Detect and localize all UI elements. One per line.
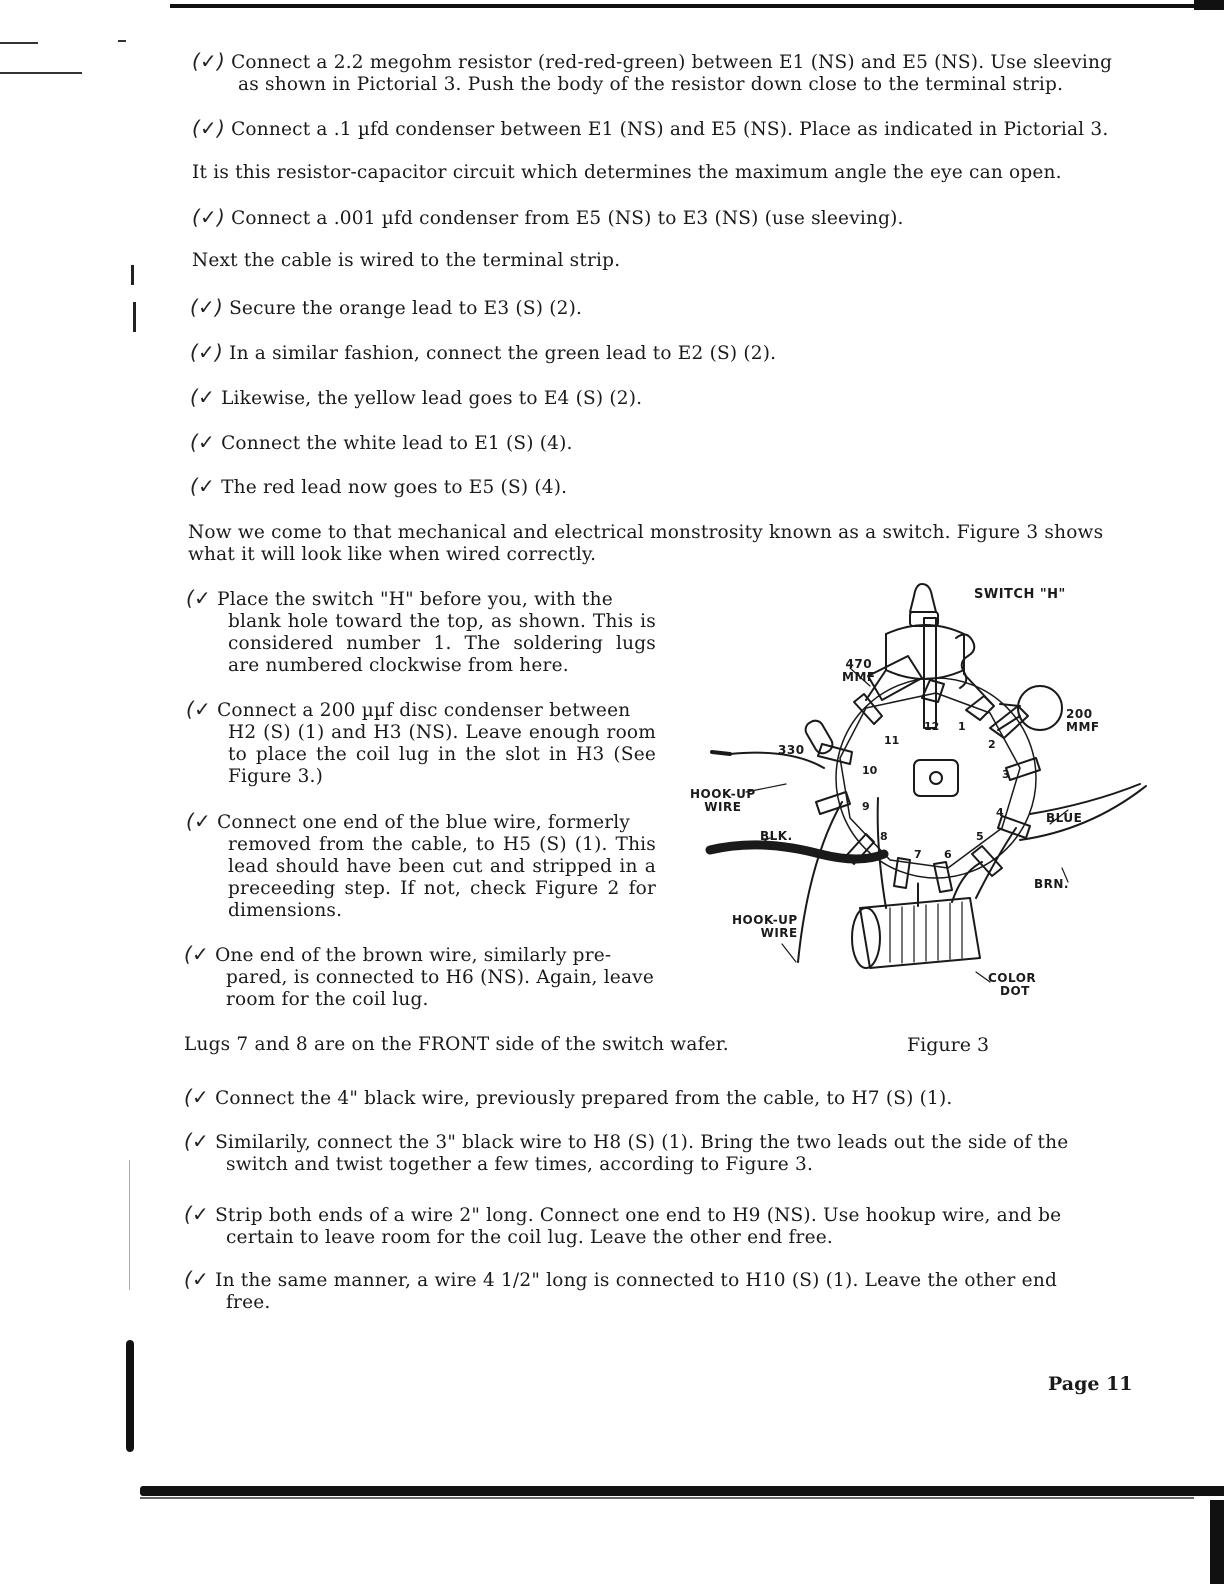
switch-shaft bbox=[924, 618, 936, 728]
step-text: Connect the 4" black wire, previously prepared from the cable, to H7 (S) (1). bbox=[215, 1088, 953, 1109]
checkmark-icon: (✓) bbox=[192, 205, 225, 229]
step-text: pared, is connected to H6 (NS). Again, leave room for the coil lug. bbox=[226, 967, 654, 1010]
note-cable: Next the cable is wired to the terminal strip. bbox=[192, 250, 621, 271]
step-place-switch bbox=[186, 587, 656, 677]
lug-number: 5 bbox=[976, 830, 984, 843]
step-green-lead bbox=[190, 341, 1140, 365]
step-black-wire-3in bbox=[184, 1130, 1134, 1176]
step-wire-2in bbox=[184, 1203, 1134, 1249]
arrow-hookup-2 bbox=[782, 944, 796, 962]
switch-knob-tip bbox=[910, 584, 936, 612]
lug-number: 12 bbox=[924, 720, 940, 733]
step-text: as shown in Pictorial 3. Push the body of the resistor down close to the terminal strip. bbox=[238, 74, 1064, 95]
scan-left-mark bbox=[131, 265, 134, 285]
scan-top-edge bbox=[170, 4, 1216, 8]
step-condenser-1 bbox=[192, 117, 1142, 141]
step-text: removed from the cable, to H5 (S) (1). This lead should have been cut and stripped in a preceeding step. If not, check Figure 2 for dimensions. bbox=[228, 834, 656, 921]
condenser-200 bbox=[1018, 686, 1062, 730]
checkmark-icon: (✓) bbox=[190, 340, 223, 364]
label-200-mmf: 200 MMF bbox=[1066, 707, 1100, 734]
page-number: Page 11 bbox=[1048, 1373, 1133, 1395]
checkmark-icon: (✓ bbox=[184, 1267, 209, 1291]
step-text: Connect a .001 µfd condenser from E5 (NS) to E3 (NS) (use sleeving). bbox=[231, 208, 904, 229]
step-text: One end of the brown wire, similarly pre- bbox=[215, 945, 612, 966]
scan-left-mark bbox=[126, 1340, 134, 1452]
checkmark-icon: (✓ bbox=[186, 586, 211, 610]
scan-top-corner bbox=[1194, 0, 1224, 10]
figure-switch-wiring bbox=[690, 578, 1150, 1018]
blue-wire bbox=[1030, 784, 1140, 814]
lug-number: 7 bbox=[914, 848, 922, 861]
lug-number: 8 bbox=[880, 830, 888, 843]
scan-left-mark bbox=[129, 1160, 130, 1290]
step-text: blank hole toward the top, as shown. This is considered number 1. The soldering lugs are numbered clockwise from here. bbox=[228, 611, 656, 676]
step-text: In the same manner, a wire 4 1/2" long is connected to H10 (S) (1). Leave the other end bbox=[215, 1270, 1057, 1291]
checkmark-icon: (✓ bbox=[186, 809, 211, 833]
step-text: The red lead now goes to E5 (S) (4). bbox=[221, 477, 568, 498]
lug-12 bbox=[922, 680, 944, 702]
lug-5 bbox=[972, 846, 1002, 876]
switch-illustration bbox=[690, 578, 1150, 1018]
checkmark-icon: (✓ bbox=[184, 942, 209, 966]
step-text: Connect a 200 µµf disc condenser between bbox=[217, 700, 631, 721]
label-switch-h: SWITCH "H" bbox=[974, 587, 1066, 602]
scan-left-mark bbox=[133, 302, 136, 332]
step-text: Similarily, connect the 3" black wire to H8 (S) (1). Bring the two leads out the side of the bbox=[215, 1132, 1069, 1153]
hookup-wire-2 bbox=[798, 802, 842, 962]
step-blue-wire bbox=[186, 810, 656, 922]
checkmark-icon: (✓) bbox=[192, 116, 225, 140]
note-switch-intro: Now we come to that mechanical and electrical monstrosity known as a switch. Figure 3 shows what it will look like when wired correctly. bbox=[188, 522, 1104, 565]
lug-number: 9 bbox=[862, 800, 870, 813]
step-text: Connect one end of the blue wire, formerly bbox=[217, 812, 631, 833]
checkmark-icon: (✓) bbox=[190, 295, 223, 319]
step-text: Likewise, the yellow lead goes to E4 (S) (2). bbox=[221, 388, 643, 409]
checkmark-icon: (✓ bbox=[184, 1085, 209, 1109]
wafer-hole bbox=[930, 772, 942, 784]
lug-number: 1 bbox=[958, 720, 966, 733]
label-hookup-wire-1: HOOK-UP WIRE bbox=[690, 787, 756, 814]
coil-windings bbox=[890, 902, 962, 963]
lug-number: 3 bbox=[1002, 768, 1010, 781]
lug-11 bbox=[854, 694, 882, 724]
label-color-dot: COLOR DOT bbox=[988, 971, 1037, 998]
label-blk: BLK. bbox=[760, 829, 793, 843]
scan-left-mark bbox=[0, 72, 82, 74]
label-blue: BLUE bbox=[1046, 811, 1083, 825]
hookup-wire-1 bbox=[730, 753, 824, 768]
step-red-lead bbox=[190, 475, 1140, 499]
step-condenser-2 bbox=[192, 206, 1142, 230]
checkmark-icon: (✓ bbox=[190, 474, 215, 498]
checkmark-icon: (✓ bbox=[184, 1129, 209, 1153]
checkmark-icon: (✓ bbox=[190, 385, 215, 409]
wafer-center bbox=[914, 760, 958, 796]
step-orange-lead bbox=[190, 296, 1140, 320]
scan-left-mark bbox=[118, 40, 126, 42]
step-black-wire-4in bbox=[184, 1086, 1134, 1110]
lug-9 bbox=[816, 792, 850, 814]
lug-number: 11 bbox=[884, 734, 900, 747]
label-brn: BRN. bbox=[1034, 877, 1069, 891]
lug-number: 4 bbox=[996, 806, 1004, 819]
checkmark-icon: (✓ bbox=[186, 697, 211, 721]
step-text: Secure the orange lead to E3 (S) (2). bbox=[229, 298, 583, 319]
figure-caption: Figure 3 bbox=[907, 1034, 990, 1056]
step-brown-wire bbox=[184, 943, 654, 1011]
label-330: 330 bbox=[778, 743, 805, 757]
step-wire-4-5in bbox=[184, 1268, 1134, 1314]
label-470-mmf: 470 MMF bbox=[842, 657, 876, 684]
checkmark-icon: (✓) bbox=[192, 49, 225, 73]
scan-bottom-line bbox=[140, 1497, 1194, 1499]
step-text: In a similar fashion, connect the green lead to E2 (S) (2). bbox=[229, 343, 777, 364]
step-yellow-lead bbox=[190, 386, 1140, 410]
step-text: Connect the white lead to E1 (S) (4). bbox=[221, 433, 573, 454]
lug-number: 10 bbox=[862, 764, 878, 777]
scan-left-mark bbox=[0, 42, 38, 44]
step-white-lead bbox=[190, 431, 1140, 455]
step-resistor bbox=[192, 50, 1142, 96]
step-text: H2 (S) (1) and H3 (NS). Leave enough room to place the coil lug in the slot in H3 (See Figure 3.) bbox=[228, 722, 656, 787]
note-rc-circuit: It is this resistor-capacitor circuit which determines the maximum angle the eye can open. bbox=[192, 162, 1062, 183]
step-text: Place the switch "H" before you, with the bbox=[217, 589, 613, 610]
step-text: free. bbox=[226, 1292, 271, 1313]
lug-number: 2 bbox=[988, 738, 996, 751]
step-disc-condenser bbox=[186, 698, 656, 788]
step-text: Connect a 2.2 megohm resistor (red-red-green) between E1 (NS) and E5 (NS). Use sleeving bbox=[231, 52, 1113, 73]
note-front-lugs: Lugs 7 and 8 are on the FRONT side of the switch wafer. bbox=[184, 1034, 729, 1055]
scan-right-strip bbox=[1210, 1500, 1224, 1584]
lug-number: 6 bbox=[944, 848, 952, 861]
label-hookup-wire-2: HOOK-UP WIRE bbox=[732, 913, 798, 940]
hookup-wire-1-end bbox=[712, 752, 730, 754]
scan-bottom-edge bbox=[140, 1486, 1224, 1496]
checkmark-icon: (✓ bbox=[190, 430, 215, 454]
checkmark-icon: (✓ bbox=[184, 1202, 209, 1226]
lug-1 bbox=[966, 696, 994, 720]
step-text: Connect a .1 µfd condenser between E1 (NS) and E5 (NS). Place as indicated in Pictorial 3. bbox=[231, 119, 1109, 140]
step-text: switch and twist together a few times, according to Figure 3. bbox=[226, 1154, 814, 1175]
step-text: Strip both ends of a wire 2" long. Connect one end to H9 (NS). Use hookup wire, and be bbox=[215, 1205, 1062, 1226]
step-text: certain to leave room for the coil lug. Leave the other end free. bbox=[226, 1227, 833, 1248]
